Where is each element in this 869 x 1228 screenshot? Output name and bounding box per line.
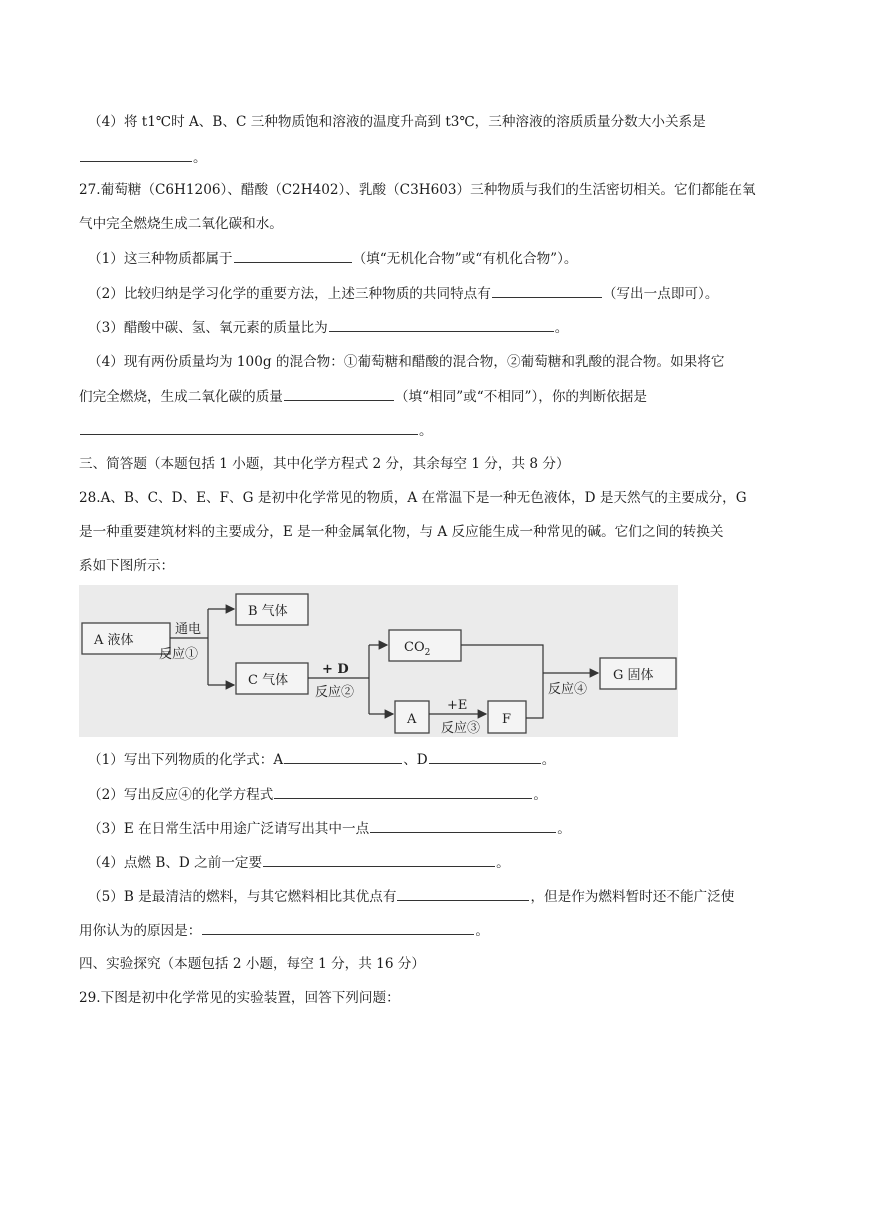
q28-part3: （3）E 在日常生活中用途广泛请写出其中一点 。 — [88, 818, 791, 839]
electrolysis-label: 通电 — [175, 622, 202, 637]
q29-stem: 29.下图是初中化学常见的实验装置，回答下列问题： — [79, 990, 400, 1006]
a-liquid-label: A 液体 — [94, 633, 134, 648]
answer-blank[interactable] — [80, 420, 418, 435]
q27-stem-line2: 气中完全燃烧生成二氧化碳和水。 — [79, 216, 283, 232]
answer-blank[interactable] — [234, 248, 352, 263]
q28-part4: （4）点燃 B、D 之前一定要 。 — [88, 852, 791, 873]
plus-d-label: + D — [322, 662, 349, 677]
q27-part4-line2: 们完全燃烧，生成二氧化碳的质量 （填“相同”或“不相同”），你的判断依据是 — [79, 386, 791, 407]
answer-blank[interactable] — [492, 283, 602, 298]
q26-part4-line2: 。 — [79, 147, 791, 168]
q27-stem-line1: 27.葡萄糖（C6H1206）、醋酸（C2H402）、乳酸（C3H603）三种物质与我们的生活密切相关。它们都能在氧 — [79, 182, 756, 198]
answer-blank[interactable] — [274, 784, 532, 799]
section-3-heading: 三、简答题（本题包括 1 小题，其中化学方程式 2 分，其余每空 1 分，共 8 分） — [79, 456, 570, 472]
answer-blank[interactable] — [370, 818, 556, 833]
reaction3-label: 反应③ — [441, 721, 481, 736]
q28-part1: （1）写出下列物质的化学式：A 、D 。 — [88, 749, 791, 770]
a-box-label: A — [407, 712, 417, 727]
answer-blank[interactable] — [263, 852, 495, 867]
answer-blank[interactable] — [80, 147, 192, 162]
f-box-label: F — [502, 712, 512, 727]
q28-part5-line2: 用你认为的原因是： 。 — [79, 920, 791, 941]
q27-part2: （2）比较归纳是学习化学的重要方法，上述三种物质的共同特点有 （写出一点即可）。 — [88, 283, 791, 304]
q27-part3: （3）醋酸中碳、氢、氧元素的质量比为 。 — [88, 317, 791, 338]
reaction2-label: 反应② — [315, 685, 355, 700]
q28-stem-line3: 系如下图所示： — [79, 558, 175, 574]
plus-e-label: +E — [447, 698, 468, 713]
c-gas-label: C 气体 — [248, 673, 289, 688]
co2-label: $CO_2$ — [404, 640, 431, 658]
q28-part2: （2）写出反应④的化学方程式 。 — [88, 784, 791, 805]
q26-part4-line1: （4）将 t1℃时 A、B、C 三种物质饱和溶液的温度升高到 t3℃，三种溶液的溶质质量分数大小关系是 — [88, 114, 706, 130]
reaction1-label: 反应① — [159, 647, 199, 662]
q27-part4-line1: （4）现有两份质量均为 100g 的混合物：①葡萄糖和醋酸的混合物，②葡萄糖和乳酸的混合物。如果将它 — [88, 354, 725, 370]
reaction4-label: 反应④ — [548, 682, 588, 697]
section-4-heading: 四、实验探究（本题包括 2 小题，每空 1 分，共 16 分） — [79, 956, 425, 972]
answer-blank[interactable] — [284, 749, 402, 764]
b-gas-label: B 气体 — [248, 604, 288, 619]
q28-part5-line1: （5）B 是最清洁的燃料，与其它燃料相比其优点有 ，但是作为燃料暂时还不能广泛使 — [88, 886, 791, 907]
q28-stem-line2: 是一种重要建筑材料的主要成分，E 是一种金属氧化物，与 A 反应能生成一种常见的碱。它们之间的转换关 — [79, 524, 724, 540]
answer-blank[interactable] — [284, 386, 394, 401]
answer-blank[interactable] — [329, 317, 554, 332]
g-solid-label: G 固体 — [613, 668, 654, 683]
answer-blank[interactable] — [429, 749, 541, 764]
q27-part4-line3: 。 — [79, 420, 791, 441]
answer-blank[interactable] — [397, 886, 529, 901]
answer-blank[interactable] — [202, 920, 474, 935]
q27-part1: （1）这三种物质都属于 （填“无机化合物”或“有机化合物”）。 — [88, 248, 791, 269]
conversion-diagram — [79, 585, 678, 737]
q28-stem-line1: 28.A、B、C、D、E、F、G 是初中化学常见的物质，A 在常温下是一种无色液体，D 是天然气的主要成分，G — [79, 490, 747, 506]
